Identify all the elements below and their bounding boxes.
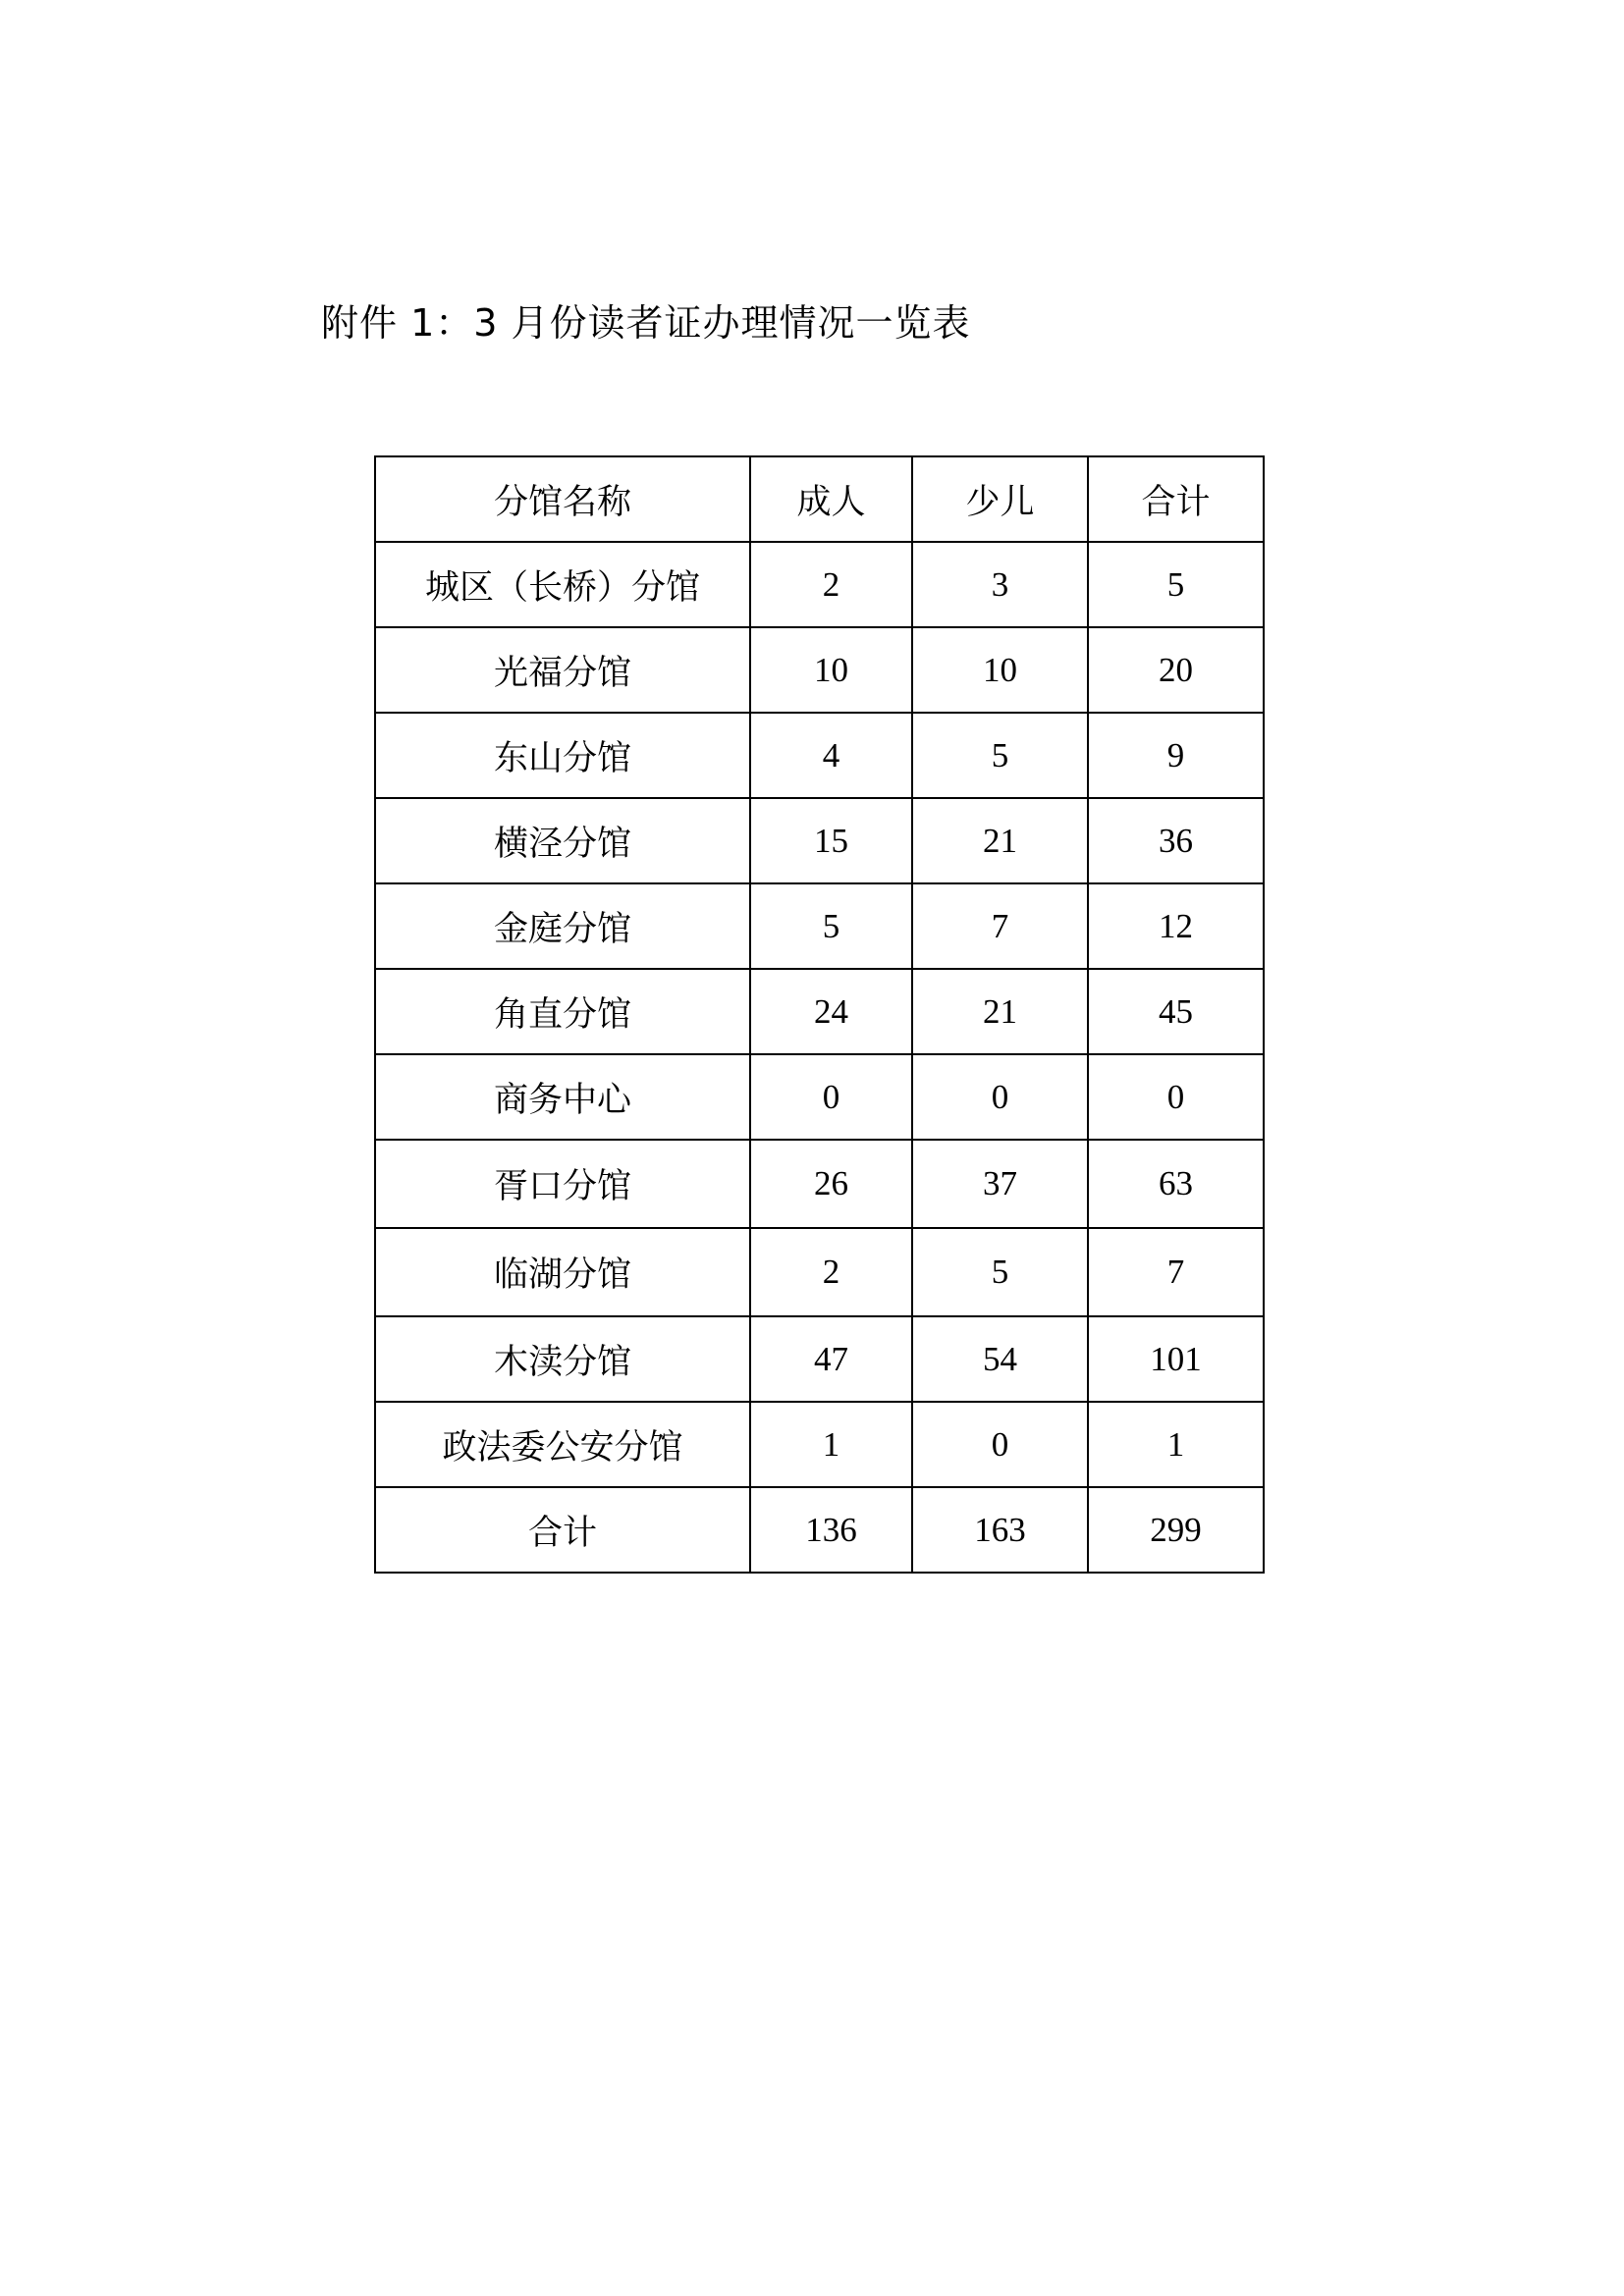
table-header-row [375,456,1264,542]
child-total-cell: 163 [912,1487,1088,1573]
header-total: 合计 [1088,456,1264,542]
table-row [375,1316,1264,1402]
branch-name-cell: 东山分馆 [375,713,750,798]
total-count-cell: 20 [1088,627,1264,713]
table-row [375,969,1264,1054]
document-title: 附件 1：3 月份读者证办理情况一览表 [321,301,971,345]
child-count-cell: 10 [912,627,1088,713]
total-count-cell: 12 [1088,883,1264,969]
branch-name-cell: 政法委公安分馆 [375,1402,750,1487]
total-count-cell: 45 [1088,969,1264,1054]
branch-name-cell: 胥口分馆 [375,1140,750,1228]
child-count-cell: 3 [912,542,1088,627]
adult-count-cell: 2 [750,1228,912,1316]
total-count-cell: 5 [1088,542,1264,627]
total-count-cell: 101 [1088,1316,1264,1402]
table-row [375,542,1264,627]
branch-name-cell: 商务中心 [375,1054,750,1140]
child-count-cell: 5 [912,713,1088,798]
header-adult: 成人 [750,456,912,542]
child-count-cell: 0 [912,1402,1088,1487]
total-count-cell: 9 [1088,713,1264,798]
adult-count-cell: 2 [750,542,912,627]
table-row [375,713,1264,798]
adult-count-cell: 26 [750,1140,912,1228]
adult-count-cell: 4 [750,713,912,798]
table-row [375,1140,1264,1228]
total-label-cell: 合计 [375,1487,750,1573]
table-row [375,1402,1264,1487]
child-count-cell: 54 [912,1316,1088,1402]
adult-count-cell: 10 [750,627,912,713]
total-count-cell: 36 [1088,798,1264,883]
adult-count-cell: 15 [750,798,912,883]
table-row [375,798,1264,883]
total-count-cell: 0 [1088,1054,1264,1140]
adult-count-cell: 1 [750,1402,912,1487]
child-count-cell: 21 [912,798,1088,883]
child-count-cell: 37 [912,1140,1088,1228]
branch-name-cell: 横泾分馆 [375,798,750,883]
table-row [375,627,1264,713]
reader-card-table [374,455,1265,1574]
adult-count-cell: 24 [750,969,912,1054]
total-count-cell: 63 [1088,1140,1264,1228]
child-count-cell: 7 [912,883,1088,969]
adult-total-cell: 136 [750,1487,912,1573]
adult-count-cell: 47 [750,1316,912,1402]
adult-count-cell: 5 [750,883,912,969]
total-count-cell: 1 [1088,1402,1264,1487]
branch-name-cell: 金庭分馆 [375,883,750,969]
table-row [375,883,1264,969]
table-row [375,1228,1264,1316]
child-count-cell: 5 [912,1228,1088,1316]
table-row [375,1054,1264,1140]
child-count-cell: 0 [912,1054,1088,1140]
table-total-row [375,1487,1264,1573]
branch-name-cell: 角直分馆 [375,969,750,1054]
branch-name-cell: 临湖分馆 [375,1228,750,1316]
total-count-cell: 7 [1088,1228,1264,1316]
header-child: 少儿 [912,456,1088,542]
branch-name-cell: 光福分馆 [375,627,750,713]
branch-name-cell: 城区（长桥）分馆 [375,542,750,627]
grand-total-cell: 299 [1088,1487,1264,1573]
child-count-cell: 21 [912,969,1088,1054]
adult-count-cell: 0 [750,1054,912,1140]
header-branch-name: 分馆名称 [375,456,750,542]
branch-name-cell: 木渎分馆 [375,1316,750,1402]
